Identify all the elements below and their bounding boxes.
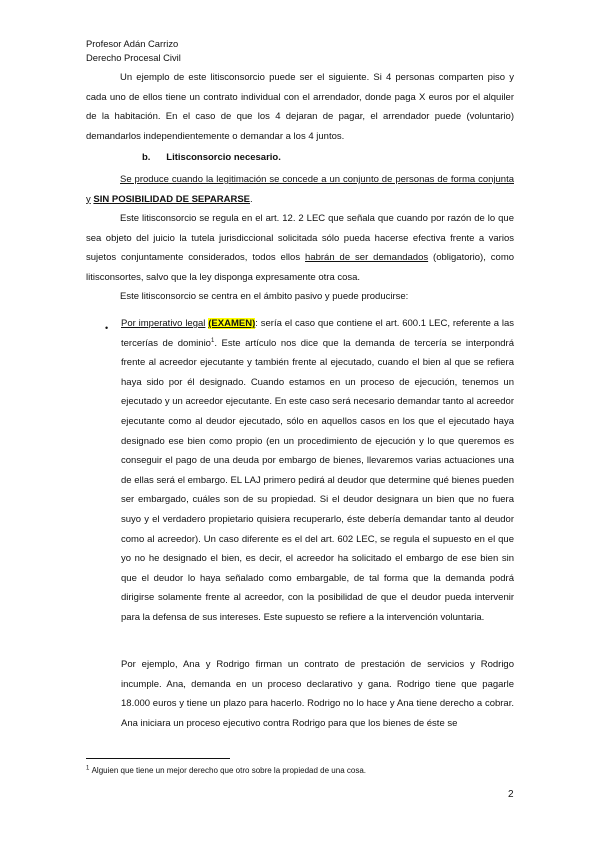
regulation-text-after: (obligatorio), como litisconsortes, salvo que la ley disponga expresamente otra cosa.	[86, 252, 515, 283]
page-number: 2	[508, 789, 514, 800]
paragraph-definition	[86, 170, 514, 209]
definition-end: .	[250, 193, 253, 205]
section-heading	[142, 151, 281, 165]
footnote-reference: 1	[210, 337, 215, 344]
section-letter: b.	[142, 152, 151, 163]
definition-bold-text: SIN POSIBILIDAD DE SEPARARSE	[93, 193, 250, 205]
paragraph-scope: Este litisconsorcio se centra en el ámbito pasivo y puede producirse:	[120, 291, 409, 302]
bullet-text-b: . Este artículo nos dice que la demanda de tercería se interpondrá frente al acreedor ejecutante y también frente al ejecutado, cuando el bien al que se refiera haya sido por él designado. Cuando estamos en un proceso de ejecución, tenemos un ejecutado y un acreedor ejecutante. En este caso será necesario demandar tanto al acreedor ejecutante como al deudor ejecutado, sólo en aquellos casos en los que el ejecutado haya designado ese bien como propio (en un procedimiento de ejecución y lo que queremos es conseguir el pago de una deuda por embargo de bienes, llevaremos varias actuaciones una de ellas será el embargo. EL LAJ primero pedirá al deudor que determine qué bienes pueden ser embargado, cuáles son de su propiedad. Si el deudor designara un bien que no fuera suyo y el verdadero propietario quisiera recuperarlo, éste debería demandar tanto al deudor como al acreedor). Un caso diferente es el del art. 602 LEC, se regula el supuesto en el que yo no he designado el bien, es decir, el acreedor ha solicitado el embargo de ese bien sin que el deudor lo haya señalado como embargable, de tal forma que la demanda podrá dirigirse solamente frente al acreedor, con la posibilidad de que el deudor pueda intervenir para la defensa de sus intereses. Este supuesto se refiere a la intervención voluntaria.	[121, 337, 514, 623]
bullet-item-imperativo-legal	[121, 314, 514, 628]
paragraph-example-ana-rodrigo: Por ejemplo, Ana y Rodrigo firman un contrato de prestación de servicios y Rodrigo incumple. Ana, demanda en un proceso declarativo y gana. Rodrigo tiene que pagarle 18.000 euros y tiene un plazo para hacerlo. Rodrigo no lo hace y Ana tiene derecho a cobrar. Ana iniciara un proceso ejecutivo contra Rodrigo para que los bienes de éste se	[121, 659, 514, 729]
bullet-text-a: : sería el caso que contiene el art. 600.1 LEC, referente a las tercerías de dominio	[121, 318, 514, 349]
footnote	[86, 765, 366, 777]
footnote-divider	[86, 758, 230, 759]
regulation-underlined: habrán de ser demandados	[305, 252, 429, 264]
exam-highlight: (EXAMEN)	[208, 318, 256, 329]
paragraph-example-voluntary: Un ejemplo de este litisconsorcio puede ser el siguiente. Si 4 personas comparten piso y cada uno de ellos tiene un contrato individual con el arrendador, donde paga X euros por el alquiler de la habitación. En el caso de que los 4 dejaran de pagar, el arrendador puede (voluntario) demandarlos independientemente o demandar a los 4 juntos.	[86, 72, 514, 142]
regulation-text-before: Este litisconsorcio se regula en el art. 12. 2 LEC que señala que cuando por razón de lo que sea objeto del juicio la tutela jurisdiccional solicitada sólo pueda hacerse efectiva frente a varios sujetos conjuntamente considerados, todos ellos	[86, 213, 514, 264]
definition-underlined-text: Se produce cuando la legitimación se concede a un conjunto de personas de forma conjunta y	[86, 174, 514, 205]
footnote-number: 1	[86, 765, 90, 772]
header-subject: Derecho Procesal Civil	[86, 52, 181, 63]
page-header	[86, 37, 181, 65]
paragraph-regulation	[86, 209, 514, 287]
header-author: Profesor Adán Carrizo	[86, 38, 179, 49]
footnote-text: Alguien que tiene un mejor derecho que otro sobre la propiedad de una cosa.	[91, 766, 366, 775]
section-title: Litisconsorcio necesario.	[166, 152, 281, 163]
bullet-title: Por imperativo legal	[121, 318, 206, 329]
bullet-marker: •	[105, 323, 109, 333]
